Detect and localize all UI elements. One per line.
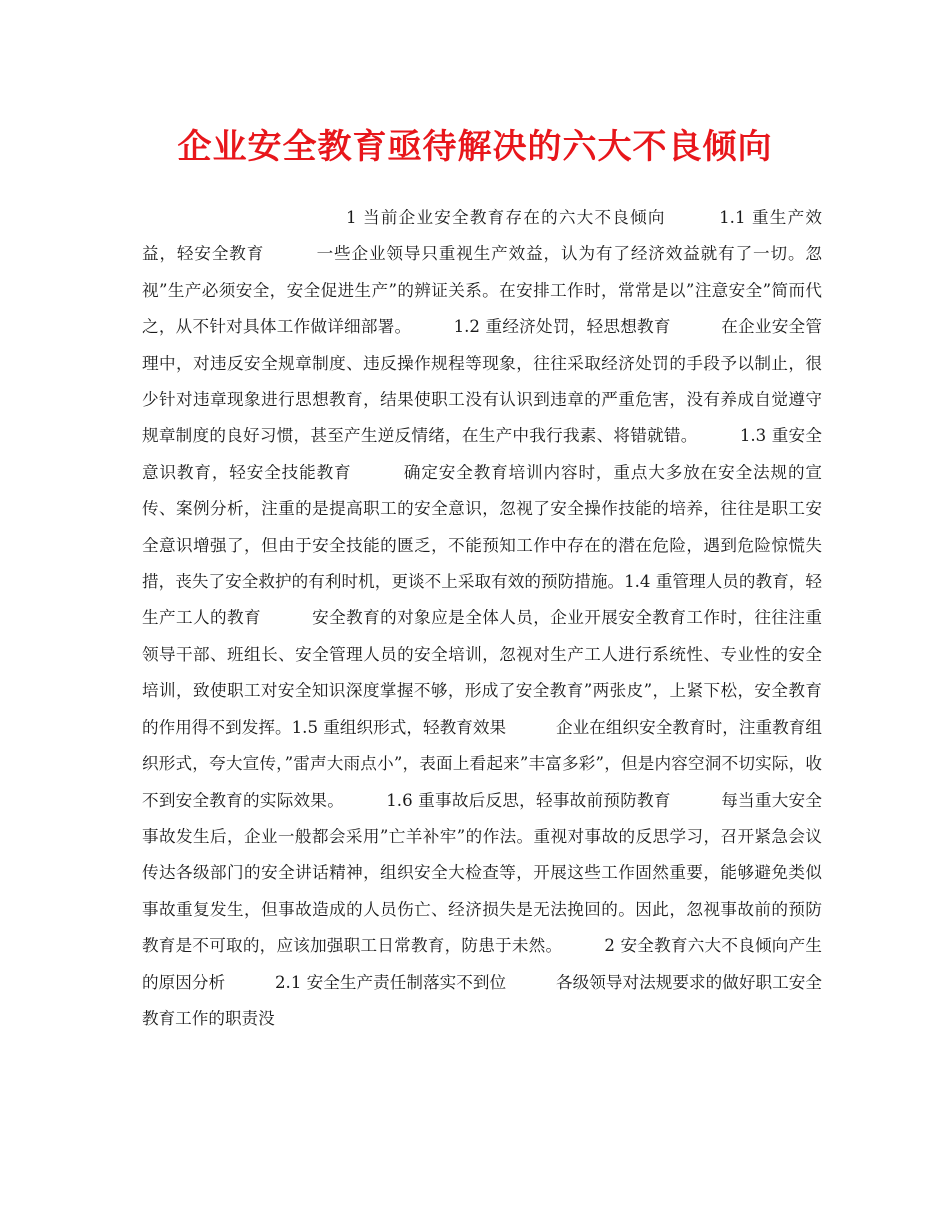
document-title: 企业安全教育亟待解决的六大不良倾向 <box>177 127 773 167</box>
document-body-paragraph: 1 当前企业安全教育存在的六大不良倾向 1.1 重生产效益，轻安全教育 一些企业领导只重视生产效益，认为有了经济效益就有了一切。忽视”生产必须安全，安全促进生产”的辨证关系。在安排工作时，常常是以”注意安全”简而代之，从不针对具体工作做详细部署。 1.2 重经济处罚，轻思想教育 在企业安全管理中，对违反安全规章制度、违反操作规程等现象，往往采取经济处罚的手段予以制止，很少针对违章现象进行思想教育，结果使职工没有认识到违章的严重危害，没有养成自觉遵守规章制度的良好习惯，甚至产生逆反情绪，在生产中我行我素、将错就错。 1.3 重安全意识教育，轻安全技能教育 确定安全教育培训内容时，重点大多放在安全法规的宣传、案例分析，注重的是提高职工的安全意识，忽视了安全操作技能的培养，往往是职工安全意识增强了，但由于安全技能的匮乏，不能预知工作中存在的潜在危险，遇到危险惊慌失措，丧失了安全救护的有利时机，更谈不上采取有效的预防措施。1.4 重管理人员的教育，轻生产工人的教育 安全教育的对象应是全体人员，企业开展安全教育工作时，往往注重领导干部、班组长、安全管理人员的安全培训，忽视对生产工人进行系统性、专业性的安全培训，致使职工对安全知识深度掌握不够，形成了安全教育”两张皮”，上紧下松，安全教育的作用得不到发挥。1.5 重组织形式，轻教育效果 企业在组织安全教育时，注重教育组织形式，夸大宣传，”雷声大雨点小”，表面上看起来”丰富多彩”，但是内容空洞不切实际，收不到安全教育的实际效果。 1.6 重事故后反思，轻事故前预防教育 每当重大安全事故发生后，企业一般都会采用”亡羊补牢”的作法。重视对事故的反思学习，召开紧急会议传达各级部门的安全讲话精神，组织安全大检查等，开展这些工作固然重要，能够避免类似事故重复发生，但事故造成的人员伤亡、经济损失是无法挽回的。因此，忽视事故前的预防教育是不可取的，应该加强职工日常教育，防患于未然。 2 安全教育六大不良倾向产生的原因分析 2.1 安全生产责任制落实不到位 各级领导对法规要求的做好职工安全教育工作的职责没 <box>142 208 822 1028</box>
